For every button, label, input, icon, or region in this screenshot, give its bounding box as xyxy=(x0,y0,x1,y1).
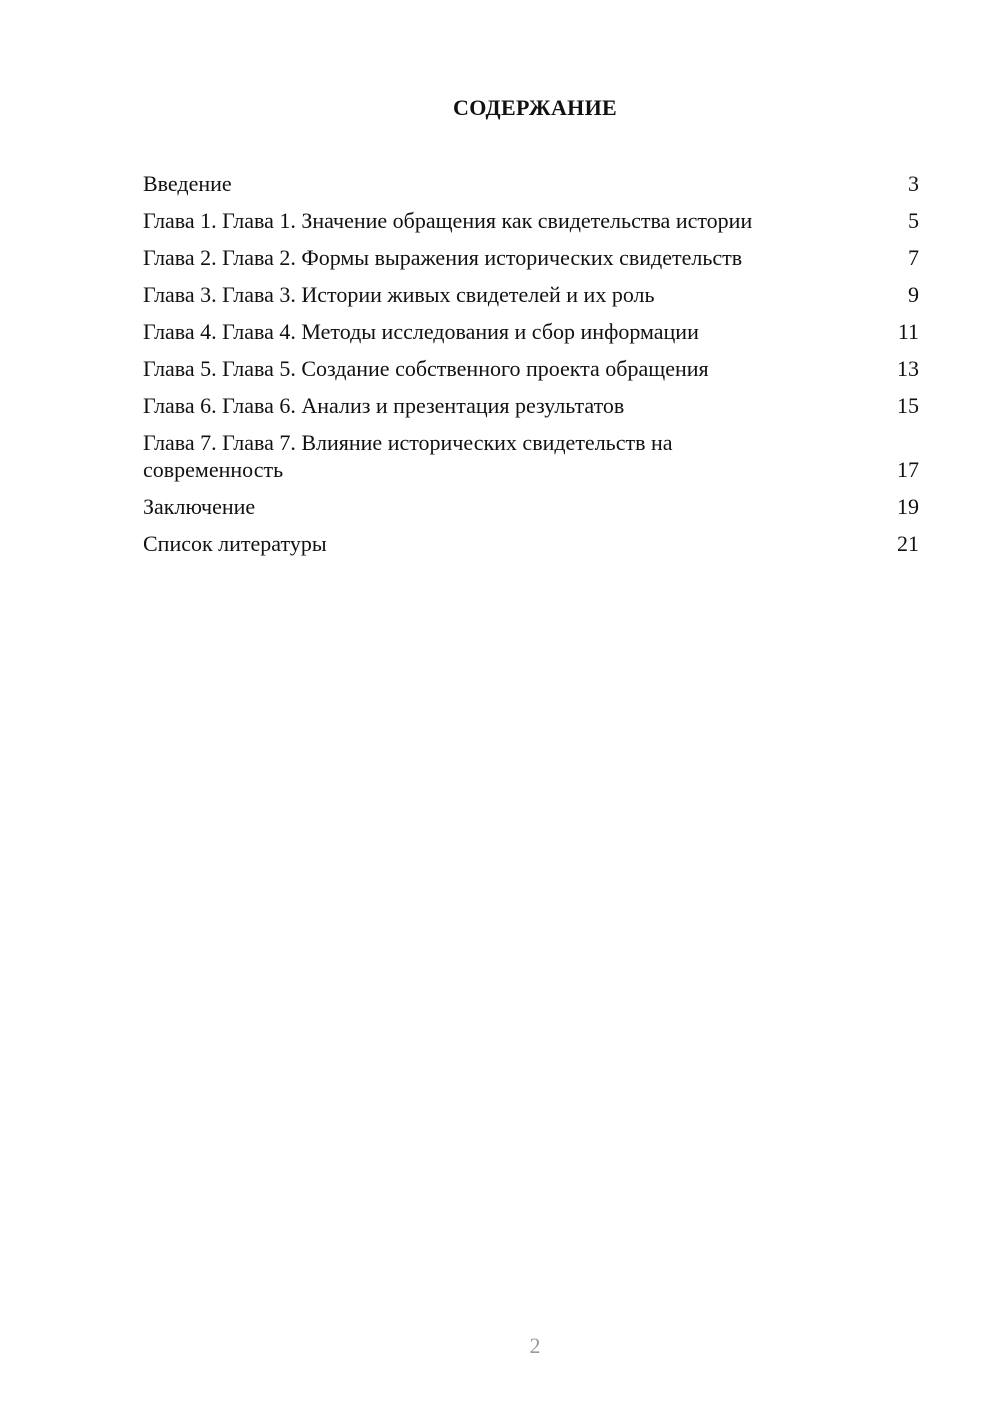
toc-entry-page: 15 xyxy=(897,393,919,418)
toc-entry-title: Глава 4. Глава 4. Методы исследования и сбор информации xyxy=(143,319,699,344)
toc-entry-title: Глава 5. Глава 5. Создание собственного проекта обращения xyxy=(143,356,709,381)
toc-entry-page: 19 xyxy=(897,494,919,519)
toc-entry-chapter-1[interactable] xyxy=(143,207,919,234)
toc-entry-page: 17 xyxy=(897,457,919,482)
table-of-contents xyxy=(143,170,919,567)
toc-entry-page: 11 xyxy=(897,319,919,344)
toc-entry-title: Список литературы xyxy=(143,531,327,556)
toc-entry-title: Глава 3. Глава 3. Истории живых свидетелей и их роль xyxy=(143,282,655,307)
toc-entry-page: 3 xyxy=(908,171,919,196)
toc-entry-title: Глава 2. Глава 2. Формы выражения исторических свидетельств xyxy=(143,245,743,270)
toc-entry-conclusion[interactable] xyxy=(143,493,919,520)
toc-entry-title: Заключение xyxy=(143,494,256,519)
page-title: СОДЕРЖАНИЕ xyxy=(453,95,617,120)
toc-entry-introduction[interactable] xyxy=(143,170,919,197)
toc-entry-page: 13 xyxy=(897,356,919,381)
toc-entry-references[interactable] xyxy=(143,530,919,557)
toc-entry-title: Глава 1. Глава 1. Значение обращения как свидетельства истории xyxy=(143,208,753,233)
toc-entry-title: Введение xyxy=(143,171,232,196)
toc-entry-page: 9 xyxy=(908,282,919,307)
toc-entry-chapter-7[interactable] xyxy=(143,429,919,483)
toc-entry-chapter-3[interactable] xyxy=(143,281,919,308)
toc-entry-chapter-4[interactable] xyxy=(143,318,919,345)
page-number: 2 xyxy=(529,1333,541,1358)
toc-entry-title: Глава 7. Глава 7. Влияние исторических свидетельств на современность xyxy=(143,430,673,482)
toc-entry-chapter-2[interactable] xyxy=(143,244,919,271)
toc-entry-title: Глава 6. Глава 6. Анализ и презентация результатов xyxy=(143,393,625,418)
toc-entry-page: 5 xyxy=(908,208,919,233)
toc-entry-page: 21 xyxy=(897,531,919,556)
toc-entry-chapter-5[interactable] xyxy=(143,355,919,382)
toc-entry-chapter-6[interactable] xyxy=(143,392,919,419)
toc-entry-page: 7 xyxy=(908,245,919,270)
